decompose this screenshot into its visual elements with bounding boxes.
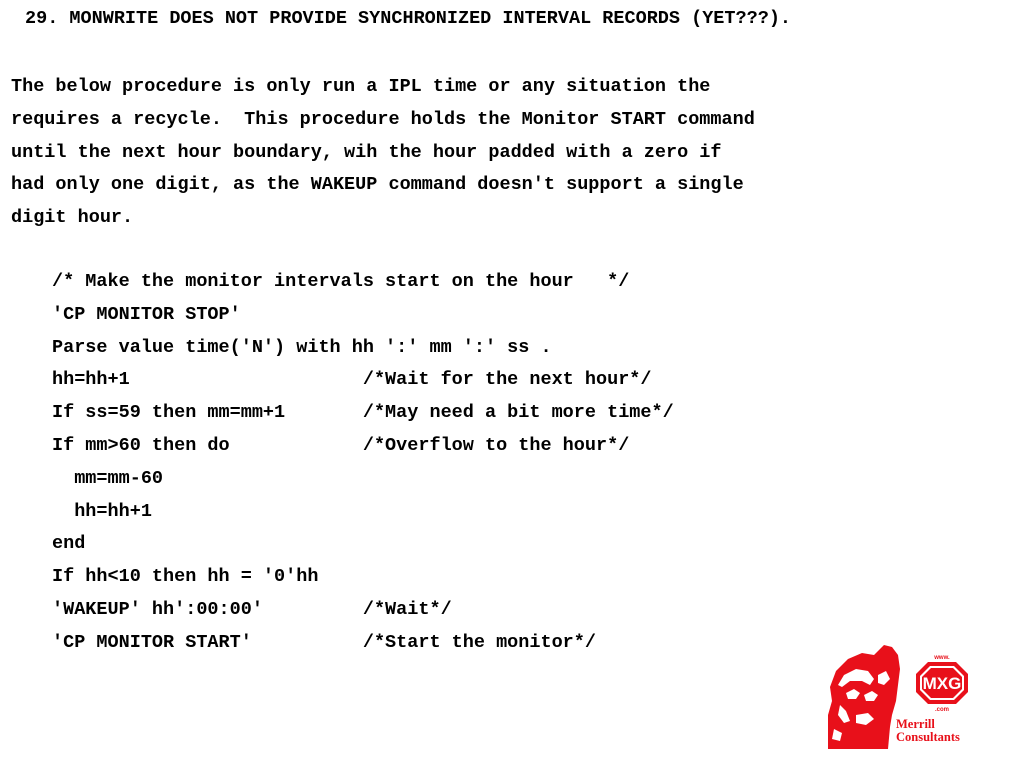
code-line: 'WAKEUP' hh':00:00' /*Wait*/ [52, 598, 452, 620]
code-line: 'CP MONITOR START' /*Start the monitor*/ [52, 631, 596, 653]
code-line: If hh<10 then hh = '0'hh [52, 566, 319, 588]
code-line: mm=mm-60 [52, 467, 164, 489]
code-line: If ss=59 then mm=mm+1 /*May need a bit more time*/ [52, 402, 674, 424]
code-line: hh=hh+1 /*Wait for the next hour*/ [52, 369, 652, 391]
mxg-badge-top: www. [934, 655, 950, 661]
slide-title: 29. MONWRITE DOES NOT PROVIDE SYNCHRONIZED INTERVAL RECORDS (YET???). [25, 8, 792, 29]
paragraph-line: digit hour. [11, 207, 134, 229]
paragraph-line: The below procedure is only run a IPL time or any situation the [11, 76, 711, 97]
paragraph-line: until the next hour boundary, wih the hour padded with a zero if [11, 141, 722, 163]
code-block [52, 266, 674, 660]
code-line: Parse value time('N') with hh ':' mm ':' ss . [52, 336, 552, 358]
mxg-badge-text: MXG [922, 674, 962, 693]
merrill-consultants-logo [826, 645, 976, 751]
portrait-graphic [828, 645, 900, 749]
company-name-line1: Merrill [896, 717, 935, 731]
code-line: end [52, 533, 86, 555]
code-line: 'CP MONITOR STOP' [52, 303, 241, 325]
mxg-badge [916, 655, 968, 713]
code-line: /* Make the monitor intervals start on the hour */ [52, 271, 630, 292]
paragraph-line: requires a recycle. This procedure holds the Monitor START command [11, 108, 755, 130]
code-line: hh=hh+1 [52, 500, 152, 522]
description-paragraph [11, 71, 1011, 235]
code-line: If mm>60 then do /*Overflow to the hour*/ [52, 434, 630, 456]
mxg-badge-bottom: .com [934, 707, 950, 713]
company-name-line2: Consultants [896, 730, 960, 744]
paragraph-line: had only one digit, as the WAKEUP command doesn't support a single [11, 174, 744, 196]
